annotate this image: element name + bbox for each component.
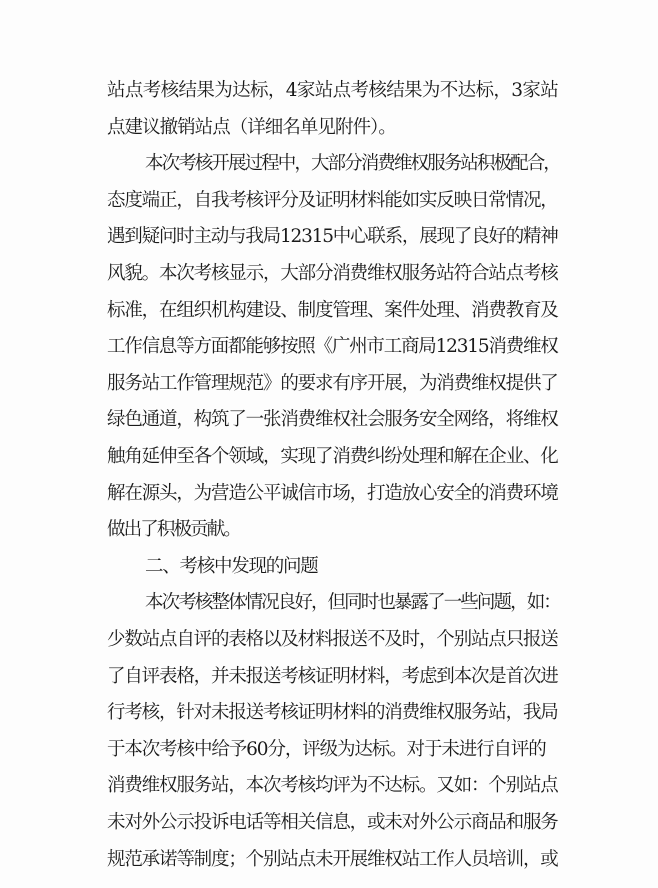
paragraph-line: 遇到疑问时主动与我局12315中心联系，展现了良好的精神 xyxy=(107,226,558,248)
paragraph-line: 点建议撤销站点（详细名单见附件）。 xyxy=(107,116,396,138)
paragraph-line: 标准，在组织机构建设、制度管理、案件处理、消费教育及 xyxy=(107,299,558,321)
paragraph-line: 解在源头，为营造公平诚信市场，打造放心安全的消费环境 xyxy=(107,482,558,504)
paragraph-line: 了自评表格，并未报送考核证明材料，考虑到本次是首次进 xyxy=(107,665,558,687)
paragraph-line: 服务站工作管理规范》的要求有序开展，为消费维权提供了 xyxy=(107,372,558,394)
paragraph-line: 规范承诺等制度；个别站点未开展维权站工作人员培训，或 xyxy=(107,848,558,870)
paragraph-line: 触角延伸至各个领域，实现了消费纠纷处理和解在企业、化 xyxy=(107,446,558,467)
paragraph-line: 本次考核开展过程中，大部分消费维权服务站积极配合， xyxy=(145,153,560,175)
paragraph-line: 于本次考核中给予60分，评级为达标。对于未进行自评的 xyxy=(107,738,546,760)
paragraph-line: 消费维权服务站，本次考核均评为不达标。又如：个别站点 xyxy=(107,775,558,797)
paragraph-line: 本次考核整体情况良好，但同时也暴露了一些问题，如： xyxy=(145,592,560,614)
paragraph-line: 做出了积极贡献。 xyxy=(107,519,240,541)
paragraph-line: 态度端正，自我考核评分及证明材料能如实反映日常情况， xyxy=(107,189,558,211)
paragraph-line: 风貌。本次考核显示，大部分消费维权服务站符合站点考核 xyxy=(107,263,558,284)
paragraph-line: 行考核，针对未报送考核证明材料的消费维权服务站，我局 xyxy=(107,702,558,724)
paragraph-line: 工作信息等方面都能够按照《广州市工商局12315消费维权 xyxy=(107,336,558,358)
paragraph-line: 二、考核中发现的问题 xyxy=(145,555,318,577)
paragraph-line: 绿色通道，构筑了一张消费维权社会服务安全网络，将维权 xyxy=(107,409,558,431)
paragraph-line: 少数站点自评的表格以及材料报送不及时，个别站点只报送 xyxy=(107,629,558,650)
paragraph-line: 站点考核结果为达标，4家站点考核结果为不达标，3家站 xyxy=(107,80,559,101)
paragraph-line: 未对外公示投诉电话等相关信息，或未对外公示商品和服务 xyxy=(107,812,558,833)
